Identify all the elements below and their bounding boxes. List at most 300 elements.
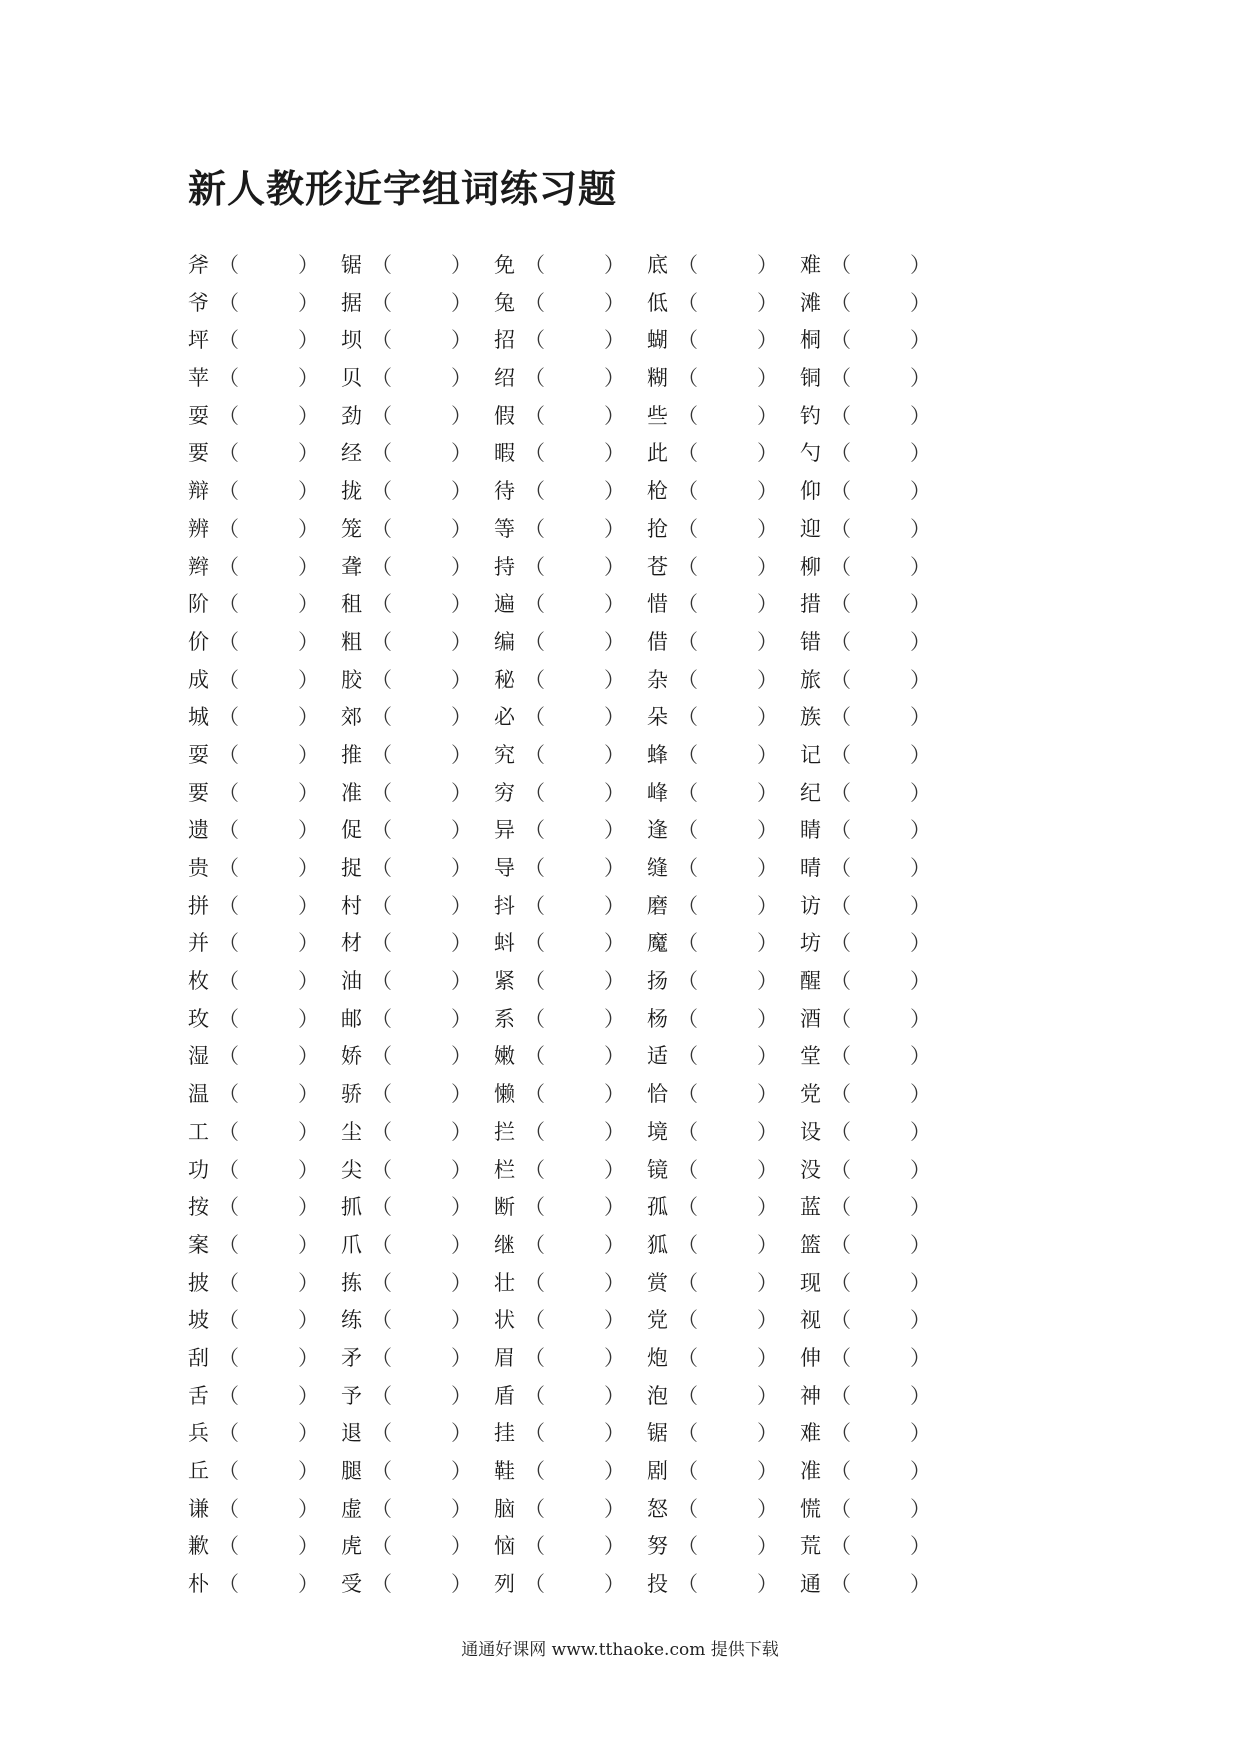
answer-blank-open[interactable]: （ [677, 969, 698, 994]
answer-blank-open[interactable]: （ [524, 1006, 545, 1031]
answer-blank-close: ） [451, 1044, 472, 1069]
exercise-item [800, 627, 955, 665]
answer-blank-open[interactable]: （ [677, 1345, 698, 1370]
answer-blank-open[interactable]: （ [830, 893, 851, 918]
answer-blank-open[interactable]: （ [371, 931, 392, 956]
exercise-item [647, 815, 802, 853]
answer-blank-open[interactable]: （ [677, 1572, 698, 1597]
exercise-item [647, 778, 802, 816]
answer-blank-open[interactable]: （ [524, 403, 545, 428]
answer-blank-close: ） [910, 818, 931, 843]
answer-blank-open[interactable]: （ [677, 592, 698, 617]
answer-blank-close: ） [451, 1345, 472, 1370]
answer-blank-open[interactable]: （ [218, 1082, 239, 1107]
answer-blank-open[interactable]: （ [677, 1232, 698, 1257]
exercise-item [188, 1155, 343, 1193]
answer-blank-open[interactable]: （ [371, 253, 392, 277]
answer-blank-open[interactable]: （ [371, 554, 392, 579]
character: 贝 [341, 366, 362, 391]
answer-blank-open[interactable]: （ [218, 1383, 239, 1408]
answer-blank-open[interactable]: （ [524, 516, 545, 541]
exercise-item [647, 288, 802, 326]
answer-blank-open[interactable]: （ [218, 290, 239, 315]
answer-blank-open[interactable]: （ [371, 516, 392, 541]
answer-blank-open[interactable]: （ [218, 1459, 239, 1483]
answer-blank-open[interactable]: （ [677, 629, 698, 654]
exercise-item [188, 401, 343, 439]
answer-blank-open[interactable]: （ [524, 1232, 545, 1257]
answer-blank-open[interactable]: （ [371, 856, 392, 880]
answer-blank-close: ） [757, 253, 778, 277]
exercise-item [800, 589, 955, 627]
answer-blank-open[interactable]: （ [830, 1006, 851, 1031]
answer-blank-close: ） [757, 893, 778, 918]
exercise-row [188, 702, 948, 740]
character: 异 [494, 818, 515, 843]
exercise-item [188, 1456, 343, 1494]
answer-blank-open[interactable]: （ [371, 780, 392, 805]
answer-blank-open[interactable]: （ [524, 479, 545, 504]
answer-blank-open[interactable]: （ [830, 1157, 851, 1182]
answer-blank-open[interactable]: （ [677, 780, 698, 805]
answer-blank-open[interactable]: （ [371, 1195, 392, 1220]
answer-blank-open[interactable]: （ [371, 1421, 392, 1446]
answer-blank-open[interactable]: （ [830, 1195, 851, 1220]
exercise-row [188, 514, 948, 552]
exercise-item [800, 665, 955, 703]
answer-blank-open[interactable]: （ [677, 1082, 698, 1107]
answer-blank-open[interactable]: （ [524, 1534, 545, 1559]
answer-blank-open[interactable]: （ [218, 931, 239, 956]
answer-blank-close: ） [757, 1383, 778, 1408]
answer-blank-open[interactable]: （ [218, 403, 239, 428]
answer-blank-open[interactable]: （ [830, 931, 851, 956]
answer-blank-open[interactable]: （ [677, 1459, 698, 1483]
exercise-item [188, 891, 343, 929]
answer-blank-open[interactable]: （ [830, 479, 851, 504]
answer-blank-open[interactable]: （ [677, 1383, 698, 1408]
exercise-item [647, 1531, 802, 1569]
character: 旅 [800, 667, 821, 692]
character: 锯 [341, 253, 362, 277]
answer-blank-open[interactable]: （ [524, 290, 545, 315]
answer-blank-open[interactable]: （ [218, 441, 239, 466]
character: 秘 [494, 667, 515, 692]
answer-blank-open[interactable]: （ [677, 705, 698, 730]
answer-blank-open[interactable]: （ [524, 1119, 545, 1144]
answer-blank-open[interactable]: （ [524, 780, 545, 805]
answer-blank-open[interactable]: （ [677, 931, 698, 956]
answer-blank-open[interactable]: （ [830, 1270, 851, 1295]
exercise-item [800, 1305, 955, 1343]
exercise-item [188, 665, 343, 703]
answer-blank-open[interactable]: （ [524, 931, 545, 956]
character: 勺 [800, 441, 821, 466]
character: 免 [494, 253, 515, 277]
answer-blank-open[interactable]: （ [830, 328, 851, 353]
answer-blank-open[interactable]: （ [371, 1044, 392, 1069]
answer-blank-open[interactable]: （ [830, 441, 851, 466]
character: 篮 [800, 1232, 821, 1257]
character: 难 [800, 253, 821, 277]
answer-blank-open[interactable]: （ [218, 1496, 239, 1521]
answer-blank-close: ） [604, 1421, 625, 1446]
exercise-item [800, 1004, 955, 1042]
answer-blank-close: ） [298, 1082, 319, 1107]
answer-blank-open[interactable]: （ [677, 818, 698, 843]
answer-blank-open[interactable]: （ [830, 1383, 851, 1408]
exercise-row [188, 1456, 948, 1494]
answer-blank-open[interactable]: （ [830, 1459, 851, 1483]
answer-blank-open[interactable]: （ [218, 1421, 239, 1446]
answer-blank-open[interactable]: （ [218, 1119, 239, 1144]
answer-blank-close: ） [757, 1270, 778, 1295]
answer-blank-open[interactable]: （ [218, 1195, 239, 1220]
answer-blank-open[interactable]: （ [371, 818, 392, 843]
answer-blank-open[interactable]: （ [677, 1044, 698, 1069]
answer-blank-open[interactable]: （ [524, 1383, 545, 1408]
answer-blank-open[interactable]: （ [524, 592, 545, 617]
answer-blank-open[interactable]: （ [218, 479, 239, 504]
answer-blank-close: ） [910, 441, 931, 466]
answer-blank-open[interactable]: （ [677, 328, 698, 353]
answer-blank-open[interactable]: （ [830, 554, 851, 579]
exercise-item [800, 1418, 955, 1456]
character: 持 [494, 554, 515, 579]
answer-blank-open[interactable]: （ [524, 1082, 545, 1107]
answer-blank-open[interactable]: （ [371, 742, 392, 767]
answer-blank-open[interactable]: （ [677, 667, 698, 692]
answer-blank-open[interactable]: （ [524, 742, 545, 767]
exercise-item [647, 891, 802, 929]
answer-blank-close: ） [604, 1119, 625, 1144]
answer-blank-open[interactable]: （ [371, 1270, 392, 1295]
answer-blank-open[interactable]: （ [371, 290, 392, 315]
exercise-item [800, 438, 955, 476]
character: 虎 [341, 1534, 362, 1559]
answer-blank-open[interactable]: （ [371, 592, 392, 617]
answer-blank-open[interactable]: （ [524, 328, 545, 353]
answer-blank-open[interactable]: （ [524, 1195, 545, 1220]
answer-blank-open[interactable]: （ [371, 893, 392, 918]
character: 继 [494, 1232, 515, 1257]
character: 神 [800, 1383, 821, 1408]
answer-blank-open[interactable]: （ [830, 629, 851, 654]
answer-blank-open[interactable]: （ [677, 742, 698, 767]
answer-blank-open[interactable]: （ [524, 1345, 545, 1370]
answer-blank-open[interactable]: （ [830, 403, 851, 428]
exercise-item [188, 853, 343, 891]
answer-blank-open[interactable]: （ [677, 441, 698, 466]
answer-blank-close: ） [298, 1006, 319, 1031]
answer-blank-close: ） [604, 1195, 625, 1220]
answer-blank-open[interactable]: （ [371, 667, 392, 692]
answer-blank-open[interactable]: （ [524, 1044, 545, 1069]
answer-blank-close: ） [298, 253, 319, 277]
character: 坪 [188, 328, 209, 353]
answer-blank-open[interactable]: （ [830, 705, 851, 730]
answer-blank-open[interactable]: （ [218, 1345, 239, 1370]
answer-blank-open[interactable]: （ [218, 1270, 239, 1295]
answer-blank-open[interactable]: （ [830, 253, 851, 277]
character: 湿 [188, 1044, 209, 1069]
answer-blank-close: ） [910, 1383, 931, 1408]
exercise-item [647, 1079, 802, 1117]
answer-blank-open[interactable]: （ [371, 1157, 392, 1182]
exercise-item [341, 928, 496, 966]
answer-blank-open[interactable]: （ [371, 1232, 392, 1257]
answer-blank-open[interactable]: （ [830, 1082, 851, 1107]
answer-blank-open[interactable]: （ [218, 253, 239, 277]
answer-blank-open[interactable]: （ [371, 1119, 392, 1144]
answer-blank-open[interactable]: （ [218, 592, 239, 617]
answer-blank-open[interactable]: （ [371, 479, 392, 504]
answer-blank-open[interactable]: （ [218, 516, 239, 541]
exercise-item [494, 1004, 649, 1042]
exercise-item [647, 1418, 802, 1456]
answer-blank-close: ） [298, 1044, 319, 1069]
answer-blank-open[interactable]: （ [371, 1308, 392, 1333]
answer-blank-open[interactable]: （ [218, 629, 239, 654]
answer-blank-open[interactable]: （ [524, 1496, 545, 1521]
character: 促 [341, 818, 362, 843]
character: 阶 [188, 592, 209, 617]
exercise-item [341, 1531, 496, 1569]
answer-blank-close: ） [910, 554, 931, 579]
character: 兵 [188, 1421, 209, 1446]
answer-blank-open[interactable]: （ [830, 1421, 851, 1446]
answer-blank-close: ） [298, 1157, 319, 1182]
answer-blank-close: ） [910, 1232, 931, 1257]
answer-blank-close: ） [757, 1157, 778, 1182]
answer-blank-close: ） [910, 1496, 931, 1521]
answer-blank-open[interactable]: （ [218, 818, 239, 843]
exercise-item [188, 1079, 343, 1117]
answer-blank-close: ） [451, 1232, 472, 1257]
exercise-item [647, 1268, 802, 1306]
answer-blank-open[interactable]: （ [371, 1459, 392, 1483]
answer-blank-open[interactable]: （ [677, 1534, 698, 1559]
answer-blank-open[interactable]: （ [524, 856, 545, 880]
answer-blank-open[interactable]: （ [830, 1119, 851, 1144]
character: 枚 [188, 969, 209, 994]
answer-blank-open[interactable]: （ [524, 893, 545, 918]
answer-blank-close: ） [604, 1496, 625, 1521]
answer-blank-open[interactable]: （ [677, 1195, 698, 1220]
character: 尖 [341, 1157, 362, 1182]
exercise-item [647, 1117, 802, 1155]
answer-blank-open[interactable]: （ [371, 366, 392, 391]
answer-blank-open[interactable]: （ [524, 705, 545, 730]
answer-blank-close: ） [604, 1044, 625, 1069]
answer-blank-close: ） [910, 366, 931, 391]
answer-blank-open[interactable]: （ [677, 1157, 698, 1182]
answer-blank-open[interactable]: （ [677, 1496, 698, 1521]
answer-blank-open[interactable]: （ [524, 1270, 545, 1295]
exercise-item [494, 778, 649, 816]
character: 投 [647, 1572, 668, 1597]
answer-blank-open[interactable]: （ [830, 742, 851, 767]
answer-blank-open[interactable]: （ [218, 780, 239, 805]
answer-blank-close: ） [451, 253, 472, 277]
answer-blank-open[interactable]: （ [830, 818, 851, 843]
answer-blank-open[interactable]: （ [677, 1308, 698, 1333]
answer-blank-open[interactable]: （ [524, 1157, 545, 1182]
answer-blank-open[interactable]: （ [830, 780, 851, 805]
character: 予 [341, 1383, 362, 1408]
exercise-item [188, 1569, 343, 1607]
answer-blank-open[interactable]: （ [830, 1496, 851, 1521]
answer-blank-open[interactable]: （ [524, 253, 545, 277]
answer-blank-open[interactable]: （ [371, 1496, 392, 1521]
answer-blank-open[interactable]: （ [371, 441, 392, 466]
exercise-item [647, 1343, 802, 1381]
exercise-item [800, 1531, 955, 1569]
answer-blank-open[interactable]: （ [371, 1383, 392, 1408]
answer-blank-open[interactable]: （ [830, 856, 851, 880]
answer-blank-open[interactable]: （ [218, 554, 239, 579]
character: 丘 [188, 1459, 209, 1483]
answer-blank-open[interactable]: （ [371, 1082, 392, 1107]
answer-blank-open[interactable]: （ [218, 1534, 239, 1559]
answer-blank-open[interactable]: （ [524, 969, 545, 994]
answer-blank-open[interactable]: （ [830, 1345, 851, 1370]
answer-blank-open[interactable]: （ [677, 856, 698, 880]
answer-blank-close: ） [910, 328, 931, 353]
answer-blank-open[interactable]: （ [677, 1270, 698, 1295]
answer-blank-open[interactable]: （ [677, 554, 698, 579]
answer-blank-close: ） [757, 856, 778, 880]
answer-blank-close: ） [451, 441, 472, 466]
character: 功 [188, 1157, 209, 1182]
answer-blank-open[interactable]: （ [371, 1572, 392, 1597]
answer-blank-open[interactable]: （ [524, 667, 545, 692]
answer-blank-open[interactable]: （ [524, 441, 545, 466]
character: 桐 [800, 328, 821, 353]
answer-blank-open[interactable]: （ [677, 290, 698, 315]
exercise-item [341, 1456, 496, 1494]
exercise-row [188, 1079, 948, 1117]
answer-blank-open[interactable]: （ [677, 403, 698, 428]
exercise-item [494, 1418, 649, 1456]
answer-blank-open[interactable]: （ [524, 1421, 545, 1446]
exercise-item [341, 853, 496, 891]
answer-blank-open[interactable]: （ [371, 705, 392, 730]
answer-blank-close: ） [298, 931, 319, 956]
exercise-row [188, 438, 948, 476]
answer-blank-open[interactable]: （ [830, 1308, 851, 1333]
answer-blank-open[interactable]: （ [218, 1157, 239, 1182]
exercise-item [647, 438, 802, 476]
answer-blank-open[interactable]: （ [830, 1044, 851, 1069]
answer-blank-open[interactable]: （ [830, 1534, 851, 1559]
answer-blank-open[interactable]: （ [830, 366, 851, 391]
answer-blank-open[interactable]: （ [830, 1572, 851, 1597]
answer-blank-open[interactable]: （ [371, 629, 392, 654]
exercise-item [800, 966, 955, 1004]
answer-blank-open[interactable]: （ [371, 1534, 392, 1559]
answer-blank-open[interactable]: （ [677, 516, 698, 541]
answer-blank-open[interactable]: （ [830, 290, 851, 315]
exercise-item [647, 702, 802, 740]
answer-blank-open[interactable]: （ [524, 1308, 545, 1333]
answer-blank-close: ） [910, 780, 931, 805]
answer-blank-open[interactable]: （ [218, 705, 239, 730]
answer-blank-open[interactable]: （ [524, 366, 545, 391]
answer-blank-open[interactable]: （ [218, 969, 239, 994]
answer-blank-open[interactable]: （ [218, 366, 239, 391]
character: 耍 [188, 403, 209, 428]
answer-blank-open[interactable]: （ [677, 1006, 698, 1031]
exercise-item [494, 476, 649, 514]
answer-blank-open[interactable]: （ [524, 1572, 545, 1597]
character: 没 [800, 1157, 821, 1182]
exercise-item [647, 1494, 802, 1532]
character: 懒 [494, 1082, 515, 1107]
answer-blank-open[interactable]: （ [371, 403, 392, 428]
answer-blank-open[interactable]: （ [218, 328, 239, 353]
answer-blank-open[interactable]: （ [830, 516, 851, 541]
exercise-item [494, 1268, 649, 1306]
answer-blank-close: ） [757, 705, 778, 730]
character: 栏 [494, 1157, 515, 1182]
exercise-row [188, 1117, 948, 1155]
answer-blank-open[interactable]: （ [677, 1119, 698, 1144]
answer-blank-close: ） [451, 705, 472, 730]
answer-blank-open[interactable]: （ [830, 1232, 851, 1257]
answer-blank-open[interactable]: （ [524, 629, 545, 654]
answer-blank-open[interactable]: （ [830, 667, 851, 692]
answer-blank-open[interactable]: （ [830, 592, 851, 617]
exercise-item [341, 1155, 496, 1193]
answer-blank-open[interactable]: （ [677, 1421, 698, 1446]
answer-blank-open[interactable]: （ [677, 253, 698, 277]
character: 遍 [494, 592, 515, 617]
answer-blank-open[interactable]: （ [371, 328, 392, 353]
answer-blank-close: ） [910, 1082, 931, 1107]
answer-blank-open[interactable]: （ [218, 856, 239, 880]
character: 炮 [647, 1345, 668, 1370]
answer-blank-open[interactable]: （ [218, 1572, 239, 1597]
answer-blank-open[interactable]: （ [677, 479, 698, 504]
answer-blank-open[interactable]: （ [218, 667, 239, 692]
character: 嫩 [494, 1044, 515, 1069]
answer-blank-open[interactable]: （ [830, 969, 851, 994]
page-title: 新人教形近字组词练习题 [188, 166, 618, 211]
answer-blank-open[interactable]: （ [524, 1459, 545, 1483]
answer-blank-open[interactable]: （ [524, 554, 545, 579]
answer-blank-open[interactable]: （ [218, 893, 239, 918]
answer-blank-open[interactable]: （ [371, 1006, 392, 1031]
answer-blank-open[interactable]: （ [677, 893, 698, 918]
answer-blank-open[interactable]: （ [218, 1232, 239, 1257]
answer-blank-open[interactable]: （ [218, 1044, 239, 1069]
exercise-item [494, 1079, 649, 1117]
answer-blank-open[interactable]: （ [524, 818, 545, 843]
answer-blank-open[interactable]: （ [371, 1345, 392, 1370]
answer-blank-open[interactable]: （ [218, 1006, 239, 1031]
exercise-item [647, 589, 802, 627]
exercise-item [188, 778, 343, 816]
exercise-item [341, 815, 496, 853]
answer-blank-close: ） [298, 441, 319, 466]
answer-blank-open[interactable]: （ [218, 742, 239, 767]
character: 坡 [188, 1308, 209, 1333]
answer-blank-open[interactable]: （ [218, 1308, 239, 1333]
answer-blank-open[interactable]: （ [371, 969, 392, 994]
character: 绍 [494, 366, 515, 391]
answer-blank-open[interactable]: （ [677, 366, 698, 391]
